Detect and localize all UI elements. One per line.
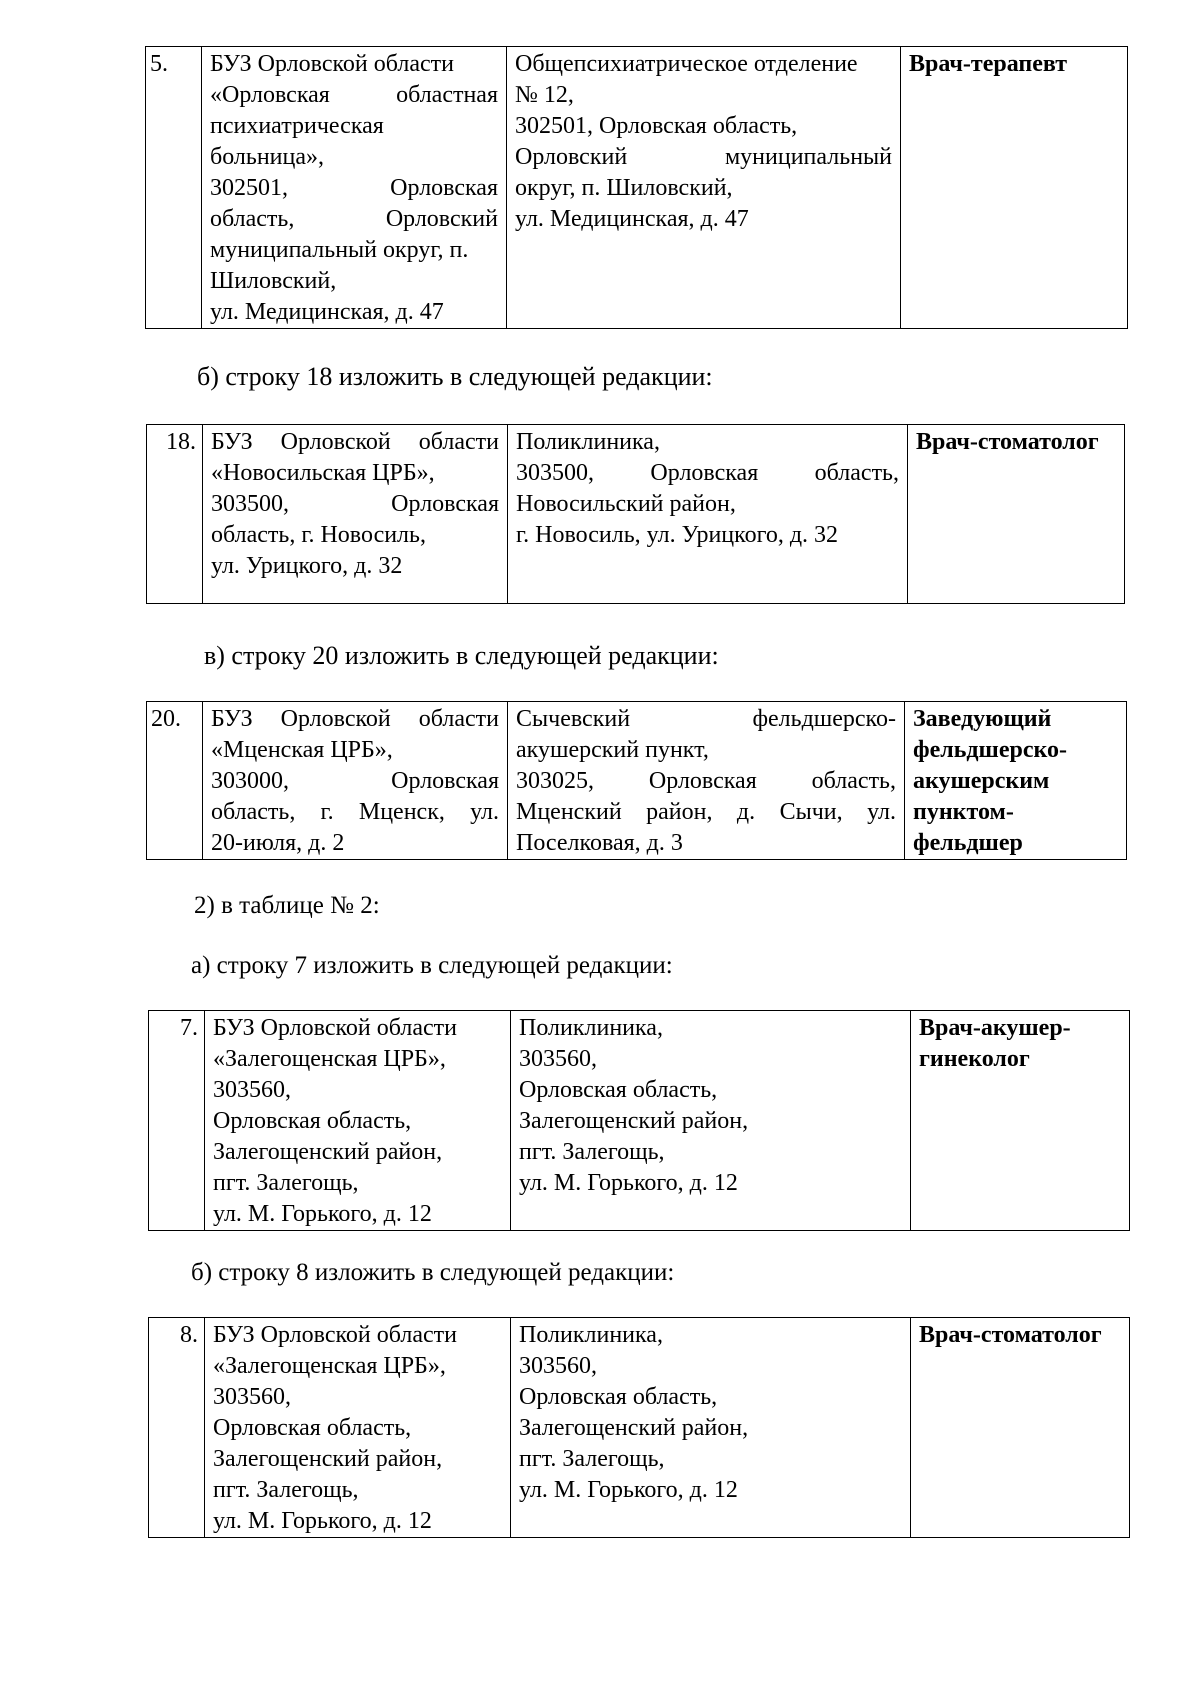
table-row-8 [148,1317,1130,1538]
unit-line: Сычевский фельдшерско- [516,706,896,732]
position-cell [908,425,1125,604]
institution-line: 303500, Орловская [211,491,499,517]
unit-line: округ, п. Шиловский, [515,175,733,201]
institution-line: «Новосильская ЦРБ», [211,460,435,486]
row-number-cell [147,702,203,860]
institution-line: муниципальный округ, п. [210,237,469,263]
unit-line: Поселковая, д. 3 [516,830,683,856]
institution-line: область, г. Новосиль, [211,522,426,548]
table-row-20 [146,701,1127,860]
institution-line: область, г. Мценск, ул. [211,799,499,825]
institution-line: Шиловский, [210,268,337,294]
institution-line: Залегощенский район, [213,1446,443,1472]
row-number: 20. [151,706,181,732]
unit-line: Поликлиника, [519,1322,663,1348]
table-row-5 [145,46,1128,329]
unit-line: 303560, [519,1353,597,1379]
unit-line: № 12, [515,82,574,108]
position-line: Врач-акушер- [919,1015,1071,1041]
institution-line: «Орловская областная [210,82,498,108]
paragraph-v-row-20: в) строку 20 изложить в следующей редакции: [204,641,719,670]
position-line: акушерским [913,768,1050,794]
institution-line: ул. Урицкого, д. 32 [211,553,403,579]
institution-line: БУЗ Орловской области [213,1015,457,1041]
position-line: Врач-терапевт [909,51,1068,77]
row-number: 7. [180,1015,198,1041]
unit-line: пгт. Залегощь, [519,1139,665,1165]
institution-cell [203,425,508,604]
institution-line: 303560, [213,1384,291,1410]
row-number-cell [149,1318,205,1538]
position-cell [911,1318,1130,1538]
unit-line: 303500, Орловская область, [516,460,899,486]
position-line: пунктом- [913,799,1014,825]
institution-line: ул. М. Горького, д. 12 [213,1508,432,1534]
table-row-18 [146,424,1125,604]
unit-line: ул. М. Горького, д. 12 [519,1477,738,1503]
position-line: Врач-стоматолог [916,429,1099,455]
institution-line: «Залегощенская ЦРБ», [213,1353,446,1379]
institution-line: БУЗ Орловской области [211,706,499,732]
institution-line: «Залегощенская ЦРБ», [213,1046,446,1072]
institution-line: БУЗ Орловской области [213,1322,457,1348]
institution-line: 302501, Орловская [210,175,498,201]
position-line: Врач-стоматолог [919,1322,1102,1348]
position-cell [901,47,1128,329]
unit-line: Мценский район, д. Сычи, ул. [516,799,896,825]
unit-line: 303025, Орловская область, [516,768,896,794]
unit-cell [507,47,901,329]
row-number-cell [147,425,203,604]
position-line: гинеколог [919,1046,1030,1072]
paragraph-a-row-7: а) строку 7 изложить в следующей редакции: [191,952,673,979]
institution-line: 20-июля, д. 2 [211,830,345,856]
unit-line: Орловский муниципальный [515,144,892,170]
unit-line: Общепсихиатрическое отделение [515,51,858,77]
institution-line: 303000, Орловская [211,768,499,794]
institution-line: Орловская область, [213,1415,412,1441]
row-number-cell [149,1011,205,1231]
paragraph-b-row-18: б) строку 18 изложить в следующей редакции: [197,362,713,391]
institution-cell [205,1011,511,1231]
institution-line: ул. М. Горького, д. 12 [213,1201,432,1227]
unit-line: акушерский пункт, [516,737,709,763]
row-number: 8. [180,1322,198,1348]
row-number-cell [146,47,202,329]
position-line: фельдшер [913,830,1023,856]
unit-cell [511,1318,911,1538]
position-line: Заведующий [913,706,1052,732]
unit-line: Орловская область, [519,1077,718,1103]
row-number: 18. [166,429,196,455]
paragraph-b-row-8: б) строку 8 изложить в следующей редакции: [191,1259,675,1286]
institution-cell [203,702,508,860]
unit-line: Залегощенский район, [519,1108,749,1134]
institution-line: Залегощенский район, [213,1139,443,1165]
institution-line: ул. Медицинская, д. 47 [210,299,444,325]
unit-cell [511,1011,911,1231]
position-line: фельдшерско- [913,737,1067,763]
unit-cell [508,702,905,860]
unit-line: ул. Медицинская, д. 47 [515,206,749,232]
unit-line: Поликлиника, [516,429,660,455]
unit-line: Залегощенский район, [519,1415,749,1441]
institution-line: пгт. Залегощь, [213,1170,359,1196]
institution-line: БУЗ Орловской области [210,51,454,77]
row-number: 5. [150,51,168,77]
institution-cell [202,47,507,329]
position-cell [911,1011,1130,1231]
unit-line: 303560, [519,1046,597,1072]
unit-cell [508,425,908,604]
unit-line: г. Новосиль, ул. Урицкого, д. 32 [516,522,839,548]
unit-line: пгт. Залегощь, [519,1446,665,1472]
institution-line: Орловская область, [213,1108,412,1134]
paragraph-table-2: 2) в таблице № 2: [194,892,380,919]
institution-cell [205,1318,511,1538]
institution-line: «Мценская ЦРБ», [211,737,393,763]
institution-line: больница», [210,144,324,170]
unit-line: Поликлиника, [519,1015,663,1041]
position-cell [905,702,1127,860]
table-row-7 [148,1010,1130,1231]
institution-line: 303560, [213,1077,291,1103]
institution-line: область, Орловский [210,206,498,232]
institution-line: БУЗ Орловской области [211,429,499,455]
unit-line: ул. М. Горького, д. 12 [519,1170,738,1196]
institution-line: пгт. Залегощь, [213,1477,359,1503]
institution-line: психиатрическая [210,113,384,139]
unit-line: Орловская область, [519,1384,718,1410]
unit-line: Новосильский район, [516,491,736,517]
unit-line: 302501, Орловская область, [515,113,798,139]
